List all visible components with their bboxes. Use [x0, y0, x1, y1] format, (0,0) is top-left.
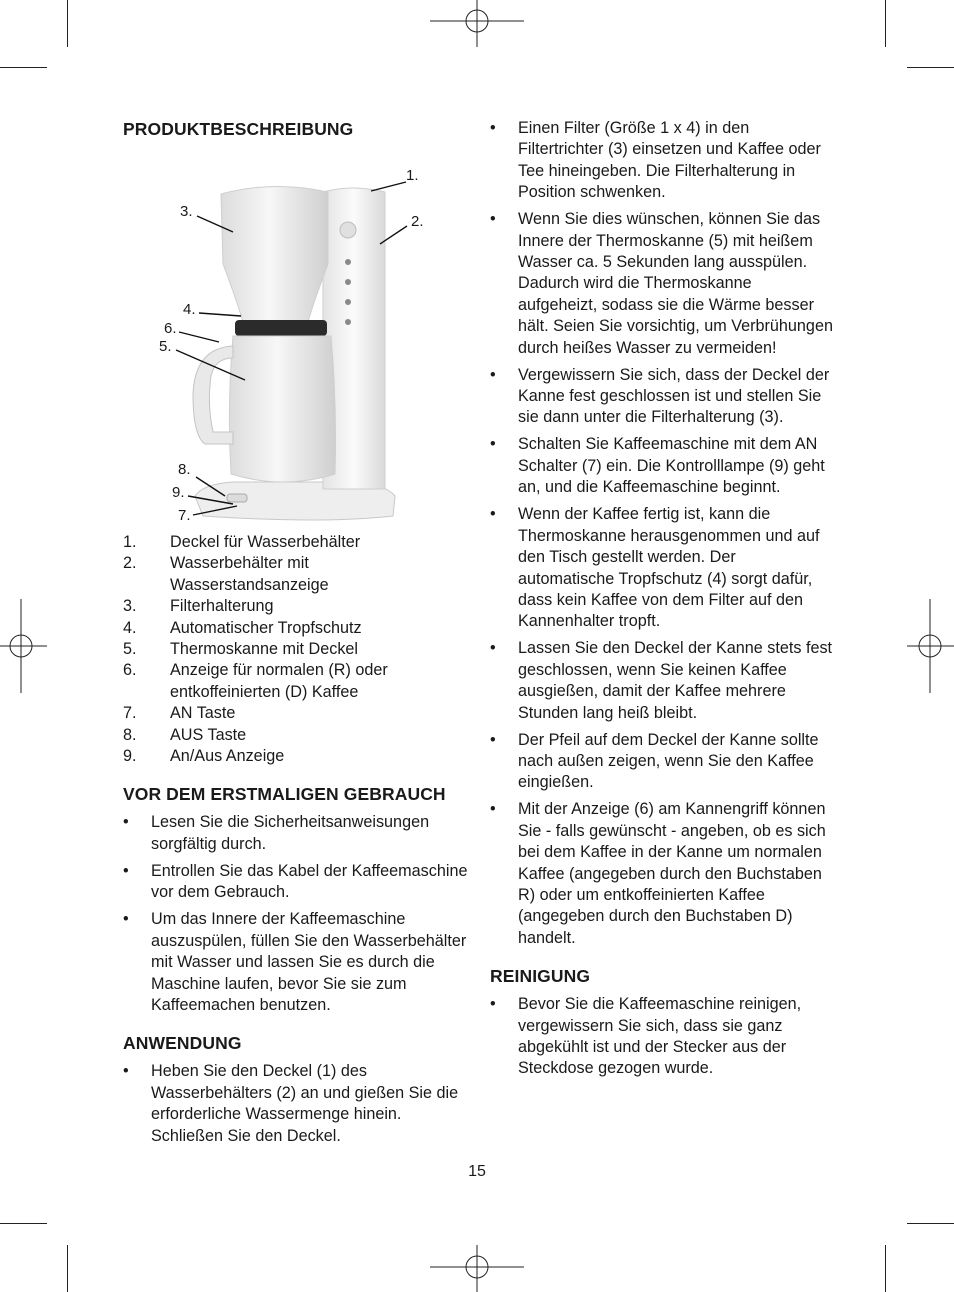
- parts-item-number: 3.: [123, 597, 137, 616]
- registration-mark-bottom: [430, 1245, 524, 1292]
- bullet-glyph: •: [490, 505, 496, 524]
- parts-item-text: Automatischer Tropfschutz: [170, 618, 362, 637]
- parts-item: [123, 618, 468, 639]
- figure-label-9: 9.: [172, 484, 185, 501]
- list-item-text: Vergewissern Sie sich, dass der Deckel der Kanne fest geschlossen ist und stellen Sie sie dann unter die Filterhalterung (3).: [518, 365, 830, 427]
- crop-mark: [885, 0, 886, 47]
- parts-item-text: Thermoskanne mit Deckel: [170, 640, 359, 659]
- list-item: [123, 909, 468, 1016]
- parts-item-number: 8.: [123, 725, 137, 744]
- list-item-text: Lesen Sie die Sicherheitsanweisungen sorgfältig durch.: [151, 813, 430, 853]
- registration-mark-top: [430, 0, 524, 47]
- list-item: [490, 209, 835, 359]
- list-item-text: Mit der Anzeige (6) am Kannengriff können Sie - falls gewünscht - angeben, ob es sich bei dem Kaffee in der Kanne um normalen Kaffee (angegeben durch den Buchstaben R) oder um entkoffeinierten Kaffee (angegeben durch den Buchstaben D) handelt.: [518, 800, 826, 947]
- before-use-list: [123, 812, 468, 1016]
- figure-label-8: 8.: [178, 461, 191, 478]
- parts-list: [123, 532, 468, 767]
- bullet-glyph: •: [490, 730, 496, 749]
- list-item: [490, 365, 835, 429]
- bullet-glyph: •: [490, 800, 496, 819]
- figure-label-1: 1.: [406, 167, 419, 184]
- parts-item-text: AUS Taste: [170, 725, 247, 744]
- parts-item-number: 1.: [123, 533, 137, 551]
- parts-item: [123, 703, 468, 724]
- heading-usage: ANWENDUNG: [123, 1033, 242, 1054]
- list-item: [490, 730, 835, 794]
- parts-item-text: Wasserbehälter mit Wasserstandsanzeige: [170, 554, 329, 594]
- registration-mark-left: [0, 599, 47, 693]
- figure-label-3: 3.: [180, 203, 193, 220]
- usage-list-right: [490, 118, 835, 949]
- list-item-text: Heben Sie den Deckel (1) des Wasserbehälters (2) an und gießen Sie die erforderliche Wassermenge hinein. Schließen Sie den Deckel.: [151, 1062, 459, 1145]
- parts-item-number: 7.: [123, 704, 137, 723]
- bullet-glyph: •: [490, 365, 496, 384]
- bullet-glyph: •: [123, 910, 129, 929]
- bullet-glyph: •: [123, 813, 129, 832]
- list-item-text: Einen Filter (Größe 1 x 4) in den Filtertrichter (3) einsetzen und Kaffee oder Tee hineingeben. Die Filterhalterung in Position schwenken.: [518, 119, 821, 202]
- list-item: [490, 799, 835, 949]
- parts-item-text: Anzeige für normalen (R) oder entkoffeinierten (D) Kaffee: [170, 661, 388, 701]
- list-item-text: Lassen Sie den Deckel der Kanne stets fest geschlossen, wenn Sie keinen Kaffee ausgießen, damit der Kaffee mehrere Stunden lang heiß bleibt.: [518, 639, 833, 722]
- parts-item-number: 4.: [123, 618, 137, 637]
- list-item-text: Der Pfeil auf dem Deckel der Kanne sollte nach außen zeigen, wenn Sie den Kaffee eingießen.: [518, 730, 819, 792]
- parts-item-text: Deckel für Wasserbehälter: [170, 533, 361, 551]
- crop-mark: [0, 1223, 47, 1224]
- registration-mark-right: [907, 599, 954, 693]
- list-item: [123, 812, 468, 855]
- cleaning-list: [490, 994, 835, 1080]
- parts-item-text: Filterhalterung: [170, 597, 274, 616]
- list-item: [490, 118, 835, 204]
- parts-item-text: AN Taste: [170, 704, 236, 723]
- parts-item: [123, 553, 468, 596]
- bullet-glyph: •: [123, 1062, 129, 1081]
- parts-item-text: An/Aus Anzeige: [170, 747, 285, 766]
- parts-item: [123, 639, 468, 660]
- crop-mark: [907, 67, 954, 68]
- usage-list-left: [123, 1061, 468, 1147]
- list-item-text: Um das Innere der Kaffeemaschine auszuspülen, füllen Sie den Wasserbehälter mit Wasser und lassen Sie es durch die Maschine laufen, bevor Sie sie zum Kaffeemachen benutzen.: [151, 910, 467, 1014]
- crop-mark: [885, 1245, 886, 1292]
- bullet-glyph: •: [490, 210, 496, 229]
- list-item: [123, 861, 468, 904]
- page-number: 15: [468, 1163, 486, 1180]
- left-column: [123, 118, 468, 1153]
- heading-product-description: PRODUKTBESCHREIBUNG: [123, 119, 354, 139]
- bullet-glyph: •: [490, 435, 496, 454]
- coffee-maker-figure: [123, 144, 468, 524]
- list-item: [490, 434, 835, 498]
- list-item: [123, 1061, 468, 1147]
- bullet-glyph: •: [490, 119, 496, 137]
- list-item: [490, 504, 835, 632]
- right-column: [490, 118, 835, 1085]
- list-item: [490, 994, 835, 1080]
- figure-label-7: 7.: [178, 507, 191, 524]
- figure-label-6: 6.: [164, 320, 177, 337]
- crop-mark: [67, 1245, 68, 1292]
- figure-label-5: 5.: [159, 338, 172, 355]
- parts-item: [123, 660, 468, 703]
- parts-item-number: 5.: [123, 640, 137, 659]
- parts-item-number: 9.: [123, 747, 137, 766]
- heading-cleaning: REINIGUNG: [490, 966, 591, 987]
- parts-item: [123, 596, 468, 617]
- parts-item: [123, 532, 468, 553]
- list-item-text: Schalten Sie Kaffeemaschine mit dem AN Schalter (7) ein. Die Kontrolllampe (9) geht an, und die Kaffeemaschine beginnt.: [518, 435, 825, 497]
- list-item-text: Entrollen Sie das Kabel der Kaffeemaschine vor dem Gebrauch.: [151, 861, 468, 902]
- list-item: [490, 638, 835, 724]
- parts-item-number: 6.: [123, 661, 137, 680]
- list-item-text: Bevor Sie die Kaffeemaschine reinigen, vergewissern Sie sich, dass sie ganz abgekühlt ist und der Stecker aus der Steckdose gezogen wurde.: [518, 995, 802, 1078]
- bullet-glyph: •: [490, 639, 496, 658]
- figure-label-4: 4.: [183, 301, 196, 318]
- crop-mark: [907, 1223, 954, 1224]
- crop-mark: [67, 0, 68, 47]
- crop-mark: [0, 67, 47, 68]
- bullet-glyph: •: [490, 995, 496, 1014]
- list-item-text: Wenn der Kaffee fertig ist, kann die Thermoskanne herausgenommen und auf den Tisch gestellt werden. Der automatische Tropfschutz (4) sorgt dafür, dass kein Kaffee von dem Filter auf den Kannenhalter tropft.: [518, 505, 820, 631]
- list-item-text: Wenn Sie dies wünschen, können Sie das Innere der Thermoskanne (5) mit heißem Wasser ca. 5 Sekunden lang ausspülen. Dadurch wird die Thermoskanne aufgeheizt, sodass sie die Wärme besser hält. Seien Sie vorsichtig, um Verbrühungen durch heißes Wasser zu vermeiden!: [518, 210, 833, 357]
- parts-item-number: 2.: [123, 554, 137, 573]
- figure-label-2: 2.: [411, 213, 424, 230]
- parts-item: [123, 725, 468, 746]
- bullet-glyph: •: [123, 861, 129, 880]
- heading-before-first-use: VOR DEM ERSTMALIGEN GEBRAUCH: [123, 784, 446, 805]
- parts-item: [123, 746, 468, 767]
